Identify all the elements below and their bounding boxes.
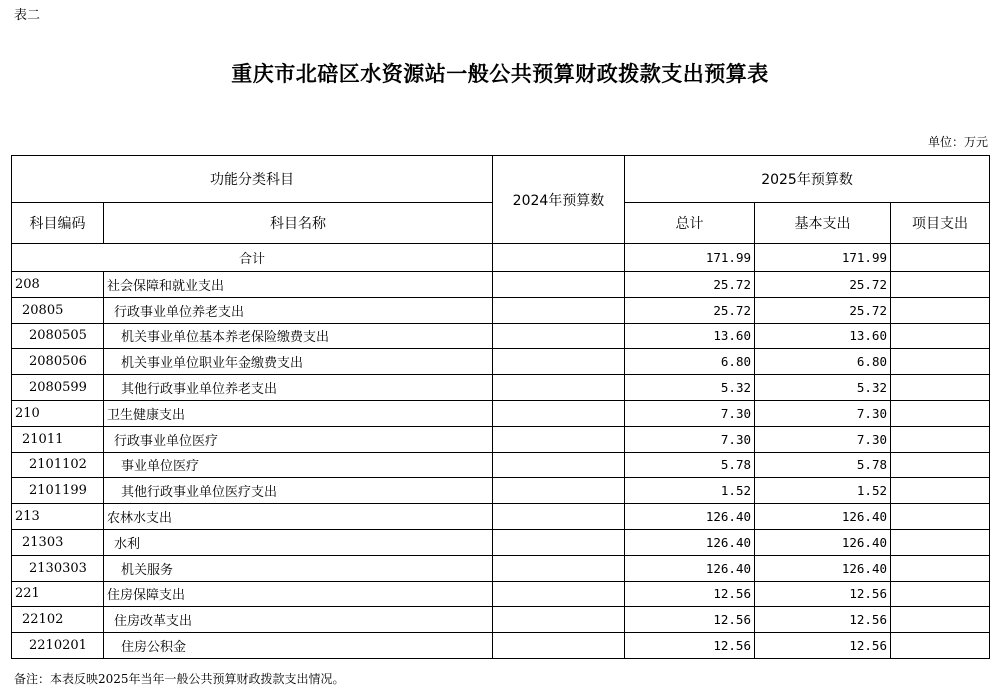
total-sum-cell: 171.99 [625,244,755,272]
total-cell: 5.32 [625,375,755,401]
subject-code-cell: 2210201 [12,633,104,659]
subject-name-cell: 机关服务 [104,555,493,581]
subject-name-cell: 卫生健康支出 [104,400,493,426]
subject-code-cell: 2101199 [12,478,104,504]
table-row [12,349,990,375]
budget-2024-cell [493,272,625,298]
subject-name-cell: 其他行政事业单位医疗支出 [104,478,493,504]
table-row [12,555,990,581]
table-row [12,633,990,659]
basic-expense-header: 基本支出 [755,203,891,244]
basic-expense-cell: 7.30 [755,400,891,426]
project-expense-cell [891,478,990,504]
subject-code-cell: 22102 [12,607,104,633]
total-label: 合计 [12,244,493,272]
project-expense-header: 项目支出 [891,203,990,244]
project-expense-cell [891,452,990,478]
subject-code-cell: 2080505 [12,323,104,349]
total-cell: 126.40 [625,529,755,555]
total-cell: 7.30 [625,426,755,452]
basic-expense-cell: 25.72 [755,297,891,323]
table-row [12,375,990,401]
budget-2024-header: 2024年预算数 [493,156,625,244]
project-expense-cell [891,581,990,607]
budget-2025-header: 2025年预算数 [625,156,990,203]
total-prev-cell [493,244,625,272]
basic-expense-cell: 126.40 [755,529,891,555]
total-cell: 13.60 [625,323,755,349]
subject-name-cell: 住房改革支出 [104,607,493,633]
budget-2024-cell [493,581,625,607]
budget-2024-cell [493,633,625,659]
subject-code-cell: 221 [12,581,104,607]
unit-label: 单位：万元 [927,135,988,149]
table-row [12,504,990,530]
table-row [12,581,990,607]
project-expense-cell [891,633,990,659]
total-project-cell [891,244,990,272]
project-expense-cell [891,297,990,323]
total-cell: 12.56 [625,633,755,659]
total-cell: 7.30 [625,400,755,426]
subject-name-cell: 水利 [104,529,493,555]
basic-expense-cell: 5.32 [755,375,891,401]
basic-expense-cell: 12.56 [755,633,891,659]
subject-code-cell: 2130303 [12,555,104,581]
table-row [12,297,990,323]
project-expense-cell [891,375,990,401]
budget-table [11,155,990,659]
total-cell: 12.56 [625,607,755,633]
project-expense-cell [891,504,990,530]
subject-code-cell: 20805 [12,297,104,323]
total-header: 总计 [625,203,755,244]
subject-name-cell: 农林水支出 [104,504,493,530]
total-cell: 12.56 [625,581,755,607]
subject-name-cell: 机关事业单位职业年金缴费支出 [104,349,493,375]
project-expense-cell [891,272,990,298]
budget-2024-cell [493,297,625,323]
basic-expense-cell: 13.60 [755,323,891,349]
subject-code-cell: 2080599 [12,375,104,401]
subject-name-cell: 社会保障和就业支出 [104,272,493,298]
table-row [12,323,990,349]
budget-2024-cell [493,426,625,452]
table-row [12,272,990,298]
subject-code-cell: 21011 [12,426,104,452]
subject-name-cell: 行政事业单位医疗 [104,426,493,452]
project-expense-cell [891,426,990,452]
table-row [12,607,990,633]
header-row-1 [12,156,990,203]
total-cell: 25.72 [625,272,755,298]
basic-expense-cell: 7.30 [755,426,891,452]
subject-code-cell: 21303 [12,529,104,555]
total-basic-cell: 171.99 [755,244,891,272]
project-expense-cell [891,555,990,581]
table-row [12,478,990,504]
total-cell: 6.80 [625,349,755,375]
budget-2024-cell [493,349,625,375]
subject-code-cell: 2101102 [12,452,104,478]
basic-expense-cell: 1.52 [755,478,891,504]
subject-code-cell: 208 [12,272,104,298]
budget-2024-cell [493,478,625,504]
project-expense-cell [891,349,990,375]
table-number-label: 表二 [14,8,41,23]
subject-name-cell: 事业单位医疗 [104,452,493,478]
subject-name-cell: 住房公积金 [104,633,493,659]
project-expense-cell [891,607,990,633]
project-expense-cell [891,400,990,426]
functional-classification-header: 功能分类科目 [12,156,493,203]
total-row [12,244,990,272]
total-cell: 126.40 [625,555,755,581]
subject-code-cell: 210 [12,400,104,426]
footnote: 备注：本表反映2025年当年一般公共预算财政拨款支出情况。 [14,672,345,686]
table-row [12,452,990,478]
budget-2024-cell [493,555,625,581]
basic-expense-cell: 12.56 [755,607,891,633]
basic-expense-cell: 12.56 [755,581,891,607]
basic-expense-cell: 6.80 [755,349,891,375]
subject-name-cell: 机关事业单位基本养老保险缴费支出 [104,323,493,349]
basic-expense-cell: 126.40 [755,504,891,530]
budget-2024-cell [493,400,625,426]
budget-2024-cell [493,452,625,478]
subject-name-cell: 其他行政事业单位养老支出 [104,375,493,401]
project-expense-cell [891,529,990,555]
page-title: 重庆市北碚区水资源站一般公共预算财政拨款支出预算表 [231,61,769,86]
budget-2024-cell [493,529,625,555]
total-cell: 126.40 [625,504,755,530]
name-header: 科目名称 [104,203,493,244]
budget-2024-cell [493,607,625,633]
budget-2024-cell [493,504,625,530]
subject-code-cell: 2080506 [12,349,104,375]
basic-expense-cell: 5.78 [755,452,891,478]
basic-expense-cell: 126.40 [755,555,891,581]
basic-expense-cell: 25.72 [755,272,891,298]
table-row [12,529,990,555]
subject-name-cell: 行政事业单位养老支出 [104,297,493,323]
table-row [12,400,990,426]
total-cell: 5.78 [625,452,755,478]
subject-name-cell: 住房保障支出 [104,581,493,607]
total-cell: 1.52 [625,478,755,504]
code-header: 科目编码 [12,203,104,244]
table-row [12,426,990,452]
budget-2024-cell [493,323,625,349]
subject-code-cell: 213 [12,504,104,530]
project-expense-cell [891,323,990,349]
total-cell: 25.72 [625,297,755,323]
budget-2024-cell [493,375,625,401]
